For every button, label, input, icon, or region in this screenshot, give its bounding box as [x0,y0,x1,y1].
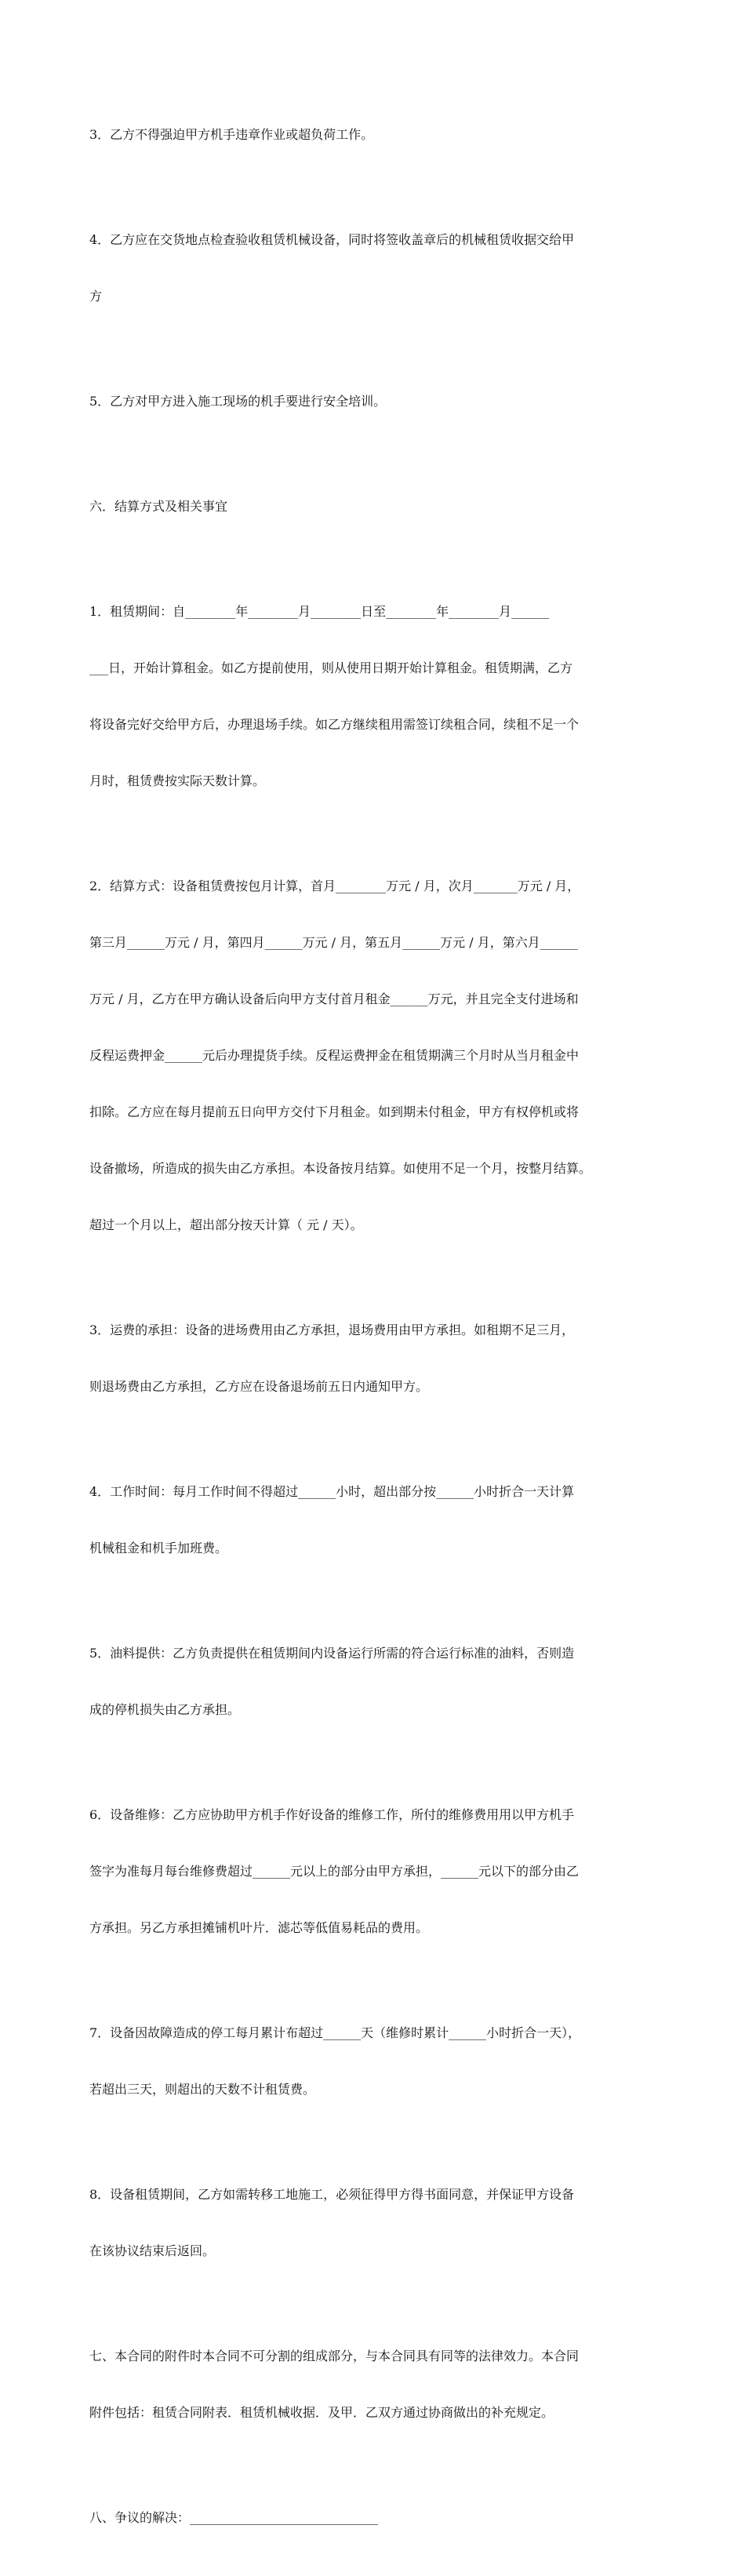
section-6-item-2-settlement-method: 2．结算方式：设备租赁费按包月计算，首月________万元 / 月，次月_______万元 / 月， 第三月______万元 / 月，第四月______万元 / 月，第五月______万元 / 月，第六月______ 万元 / 月，乙方在甲方确认设备后向甲方支付首月租金______万元，并且完全支付进场和 反程运费押金______元后办理提货手续。反程运费押金在租赁期满三个月时从当月租金中 扣除。乙方应在每月提前五日向甲方交付下月租金。如到期未付租金，甲方有权停机或将 设备撤场，所造成的损失由乙方承担。本设备按月结算。如使用不足一个月，按整月结算。 超过一个月以上，超出部分按天计算（ 元 / 天）。 [89,879,592,1232]
section-6-item-1-lease-period: 1．租赁期间：自________年________月________日至________年________月______ ___日，开始计算租金。如乙方提前使用，则从使用日期开始计算租金。租赁期满，乙方 将设备完好交给甲方后，办理退场手续。如乙方继续租用需签订续租合同，续租不足一个 月时，租赁费按实际天数计算。 [89,604,580,788]
section-6-item-5-fuel-supply: 5．油料提供：乙方负责提供在租赁期间内设备运行所需的符合运行标准的油料，否则造 成的停机损失由乙方承担。 [89,1646,575,1717]
clause-4-inspect-and-receipt: 4．乙方应在交货地点检查验收租赁机械设备，同时将签收盖章后的机械租赁收据交给甲 方 [89,232,575,304]
section-7-attachments: 七、本合同的附件时本合同不可分割的组成部分，与本合同具有同等的法律效力。本合同 附件包括：租赁合同附表．租赁机械收据．及甲．乙双方通过协商做出的补充规定。 [89,2349,580,2420]
section-6-item-7-downtime: 7．设备因故障造成的停工每月累计布超过______天（维修时累计______小时折合一天）， 若超出三天，则超出的天数不计租赁费。 [89,2025,581,2097]
section-8-dispute-resolution: 八、争议的解决：______________________________ [89,2510,379,2525]
section-6-heading: 六．结算方式及相关事宜 [89,499,228,514]
section-6-item-4-working-hours: 4．工作时间：每月工作时间不得超过______小时，超出部分按______小时折合一天计算 机械租金和机手加班费。 [89,1484,575,1555]
section-6-item-3-freight: 3．运费的承担：设备的进场费用由乙方承担，退场费用由甲方承担。如租期不足三月， 则退场费由乙方承担，乙方应在设备退场前五日内通知甲方。 [89,1323,575,1394]
section-6-item-8-site-transfer: 8．设备租赁期间，乙方如需转移工地施工，必须征得甲方得书面同意，并保证甲方设备 在该协议结束后返回。 [89,2187,575,2258]
section-6-item-6-maintenance: 6．设备维修：乙方应协助甲方机手作好设备的维修工作，所付的维修费用用以甲方机手 签字为准每月每台维修费超过______元以上的部分由甲方承担，______元以下的部分由乙 方承担。另乙方承担摊铺机叶片．滤芯等低值易耗品的费用。 [89,1807,580,1935]
clause-5-safety-training: 5．乙方对甲方进入施工现场的机手要进行安全培训。 [89,394,387,409]
contract-page [89,88,670,2576]
clause-3-no-forced-overload: 3．乙方不得强迫甲方机手违章作业或超负荷工作。 [89,127,374,142]
